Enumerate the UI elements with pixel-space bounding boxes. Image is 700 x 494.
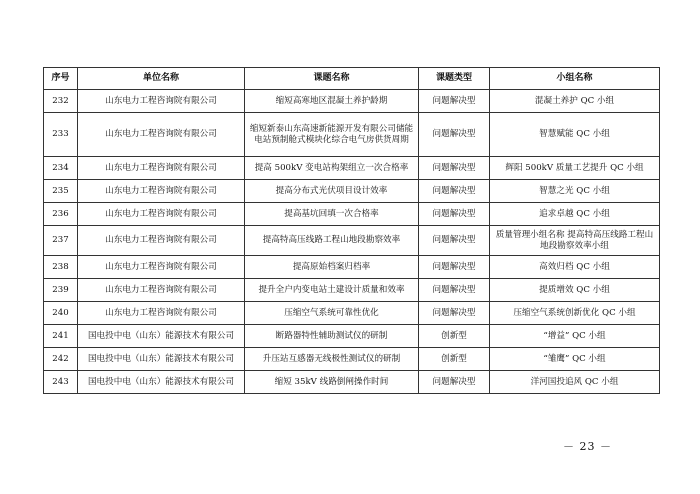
row-index: 233 [44,113,78,157]
row-unit: 山东电力工程咨询院有限公司 [78,157,245,180]
table-header-row [44,68,660,90]
row-unit: 山东电力工程咨询院有限公司 [78,279,245,302]
row-index: 237 [44,226,78,256]
row-group: 辉阳 500kV 质量工艺提升 QC 小组 [490,157,660,180]
header-topic-type: 课题类型 [419,68,490,90]
row-unit: 山东电力工程咨询院有限公司 [78,113,245,157]
row-topic: 缩短高寒地区混凝土养护龄期 [245,90,419,113]
row-group: “增益” QC 小组 [490,325,660,348]
table-row [44,302,660,325]
row-index: 243 [44,371,78,394]
table-row [44,256,660,279]
row-group: 智慧之光 QC 小组 [490,180,660,203]
row-index: 242 [44,348,78,371]
table-row [44,371,660,394]
row-index: 238 [44,256,78,279]
header-unit-name: 单位名称 [78,68,245,90]
row-group: 提质增效 QC 小组 [490,279,660,302]
table-row [44,348,660,371]
row-group: “雏鹰” QC 小组 [490,348,660,371]
table-row [44,203,660,226]
row-unit: 山东电力工程咨询院有限公司 [78,180,245,203]
row-topic: 提高特高压线路工程山地段勘察效率 [245,226,419,256]
row-type: 创新型 [419,325,490,348]
row-topic: 提高原始档案归档率 [245,256,419,279]
row-type: 问题解决型 [419,256,490,279]
row-group: 压缩空气系统创新优化 QC 小组 [490,302,660,325]
row-index: 241 [44,325,78,348]
row-group: 高效归档 QC 小组 [490,256,660,279]
row-index: 239 [44,279,78,302]
row-unit: 山东电力工程咨询院有限公司 [78,226,245,256]
header-topic-name: 课题名称 [245,68,419,90]
table-row [44,180,660,203]
row-index: 240 [44,302,78,325]
table-row [44,325,660,348]
row-group: 追求卓越 QC 小组 [490,203,660,226]
row-index: 232 [44,90,78,113]
row-type: 问题解决型 [419,113,490,157]
row-unit: 山东电力工程咨询院有限公司 [78,302,245,325]
row-unit: 国电投中电（山东）能源技术有限公司 [78,325,245,348]
row-topic: 升压站互感器无线极性测试仪的研制 [245,348,419,371]
row-unit: 山东电力工程咨询院有限公司 [78,90,245,113]
table-row [44,279,660,302]
row-topic: 提高基坑回填一次合格率 [245,203,419,226]
row-topic: 压缩空气系统可靠性优化 [245,302,419,325]
page-number: － 23 － [563,440,612,453]
row-type: 创新型 [419,348,490,371]
row-unit: 国电投中电（山东）能源技术有限公司 [78,348,245,371]
row-type: 问题解决型 [419,226,490,256]
row-group: 混凝土养护 QC 小组 [490,90,660,113]
table-row [44,113,660,157]
table-row [44,90,660,113]
row-type: 问题解决型 [419,203,490,226]
row-type: 问题解决型 [419,302,490,325]
row-unit: 国电投中电（山东）能源技术有限公司 [78,371,245,394]
row-topic: 缩短 35kV 线路倒闸操作时间 [245,371,419,394]
row-group: 质量管理小组名称 提高特高压线路工程山地段勘察效率小组 [490,226,660,256]
row-type: 问题解决型 [419,279,490,302]
row-unit: 山东电力工程咨询院有限公司 [78,203,245,226]
row-topic: 缩短新泰山东高速新能源开发有限公司储能电站预制舱式模块化综合电气房供货周期 [245,113,419,157]
row-group: 洋河国投追风 QC 小组 [490,371,660,394]
row-unit: 山东电力工程咨询院有限公司 [78,256,245,279]
row-group: 智慧赋能 QC 小组 [490,113,660,157]
row-topic: 断路器特性辅助测试仪的研制 [245,325,419,348]
row-index: 236 [44,203,78,226]
header-group-name: 小组名称 [490,68,660,90]
row-index: 235 [44,180,78,203]
project-table [43,67,660,394]
header-index: 序号 [44,68,78,90]
table-row [44,157,660,180]
row-topic: 提升全户内变电站土建设计质量和效率 [245,279,419,302]
row-topic: 提高分布式光伏项目设计效率 [245,180,419,203]
row-index: 234 [44,157,78,180]
table-row [44,226,660,256]
row-type: 问题解决型 [419,371,490,394]
row-type: 问题解决型 [419,180,490,203]
row-topic: 提高 500kV 变电站构架组立一次合格率 [245,157,419,180]
row-type: 问题解决型 [419,90,490,113]
row-type: 问题解决型 [419,157,490,180]
